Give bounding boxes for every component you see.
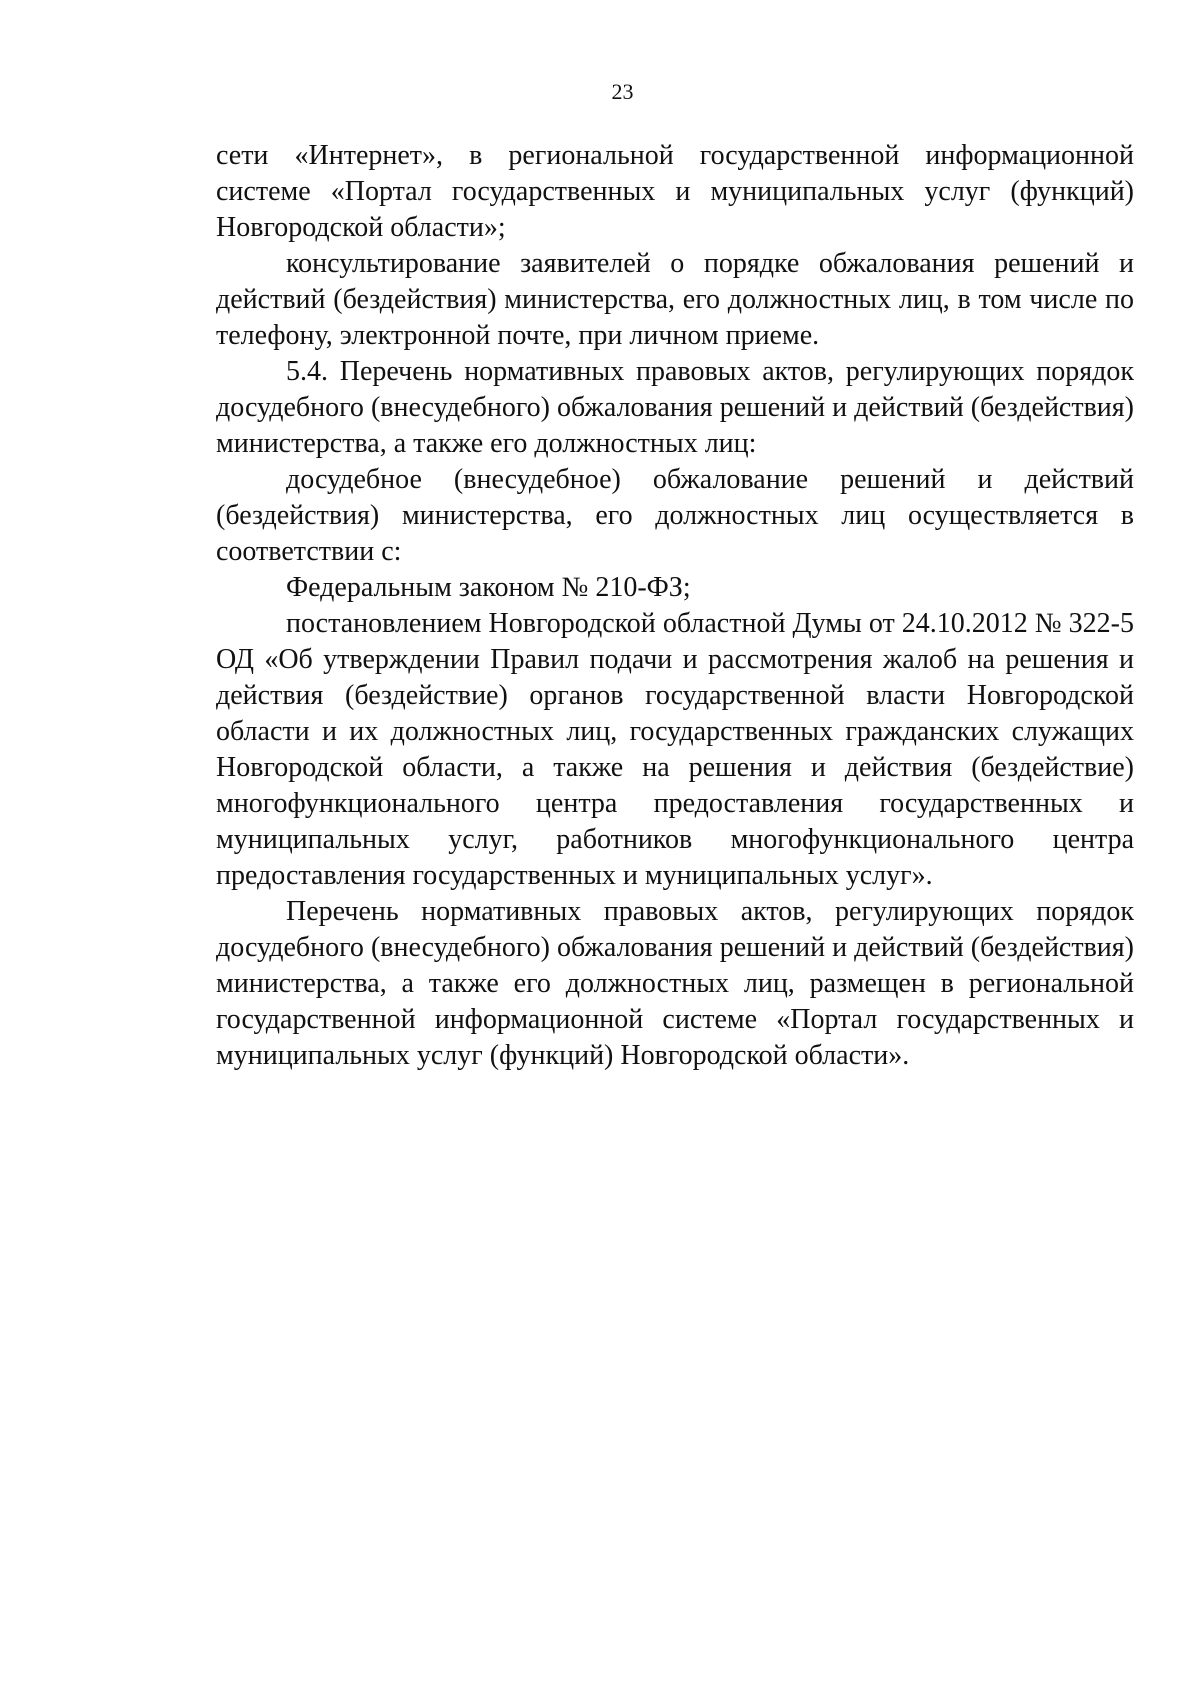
paragraph-section-5-4: 5.4. Перечень нормативных правовых актов, регулирующих порядок досудебного (внесудебного) обжалования решений и действий (бездействия) министерства, а также его должностных лиц: xyxy=(216,356,1134,459)
paragraph-list-placement: Перечень нормативных правовых актов, регулирующих порядок досудебного (внесудебного) обжалования решений и действий (бездействия) министерства, а также его должностных лиц, размещен в региональной государственной информационной системе «Портал государственных и муниципальных услуг (функций) Новгородской области». xyxy=(216,896,1134,1071)
paragraph-consultation: консультирование заявителей о порядке обжалования решений и действий (бездействия) министерства, его должностных лиц, в том числе по телефону, электронной почте, при личном приеме. xyxy=(216,248,1134,351)
document-body xyxy=(216,138,1134,1074)
paragraph-federal-law: Федеральным законом № 210-ФЗ; xyxy=(286,572,691,603)
page-number: 23 xyxy=(611,79,634,104)
paragraph-appeal-basis: досудебное (внесудебное) обжалование решений и действий (бездействия) министерства, его должностных лиц осуществляется в соответствии с: xyxy=(216,464,1134,567)
paragraph-regional-resolution: постановлением Новгородской областной Думы от 24.10.2012 № 322-5 ОД «Об утверждении Правил подачи и рассмотрения жалоб на решения и действия (бездействие) органов государственной власти Новгородской области и их должностных лиц, государственных гражданских служащих Новгородской области, а также на решения и действия (бездействие) многофункционального центра предоставления государственных и муниципальных услуг, работников многофункционального центра предоставления государственных и муниципальных услуг». xyxy=(216,608,1134,891)
paragraph-continuation: сети «Интернет», в региональной государственной информационной системе «Портал государственных и муниципальных услуг (функций) Новгородской области»; xyxy=(216,140,1134,243)
